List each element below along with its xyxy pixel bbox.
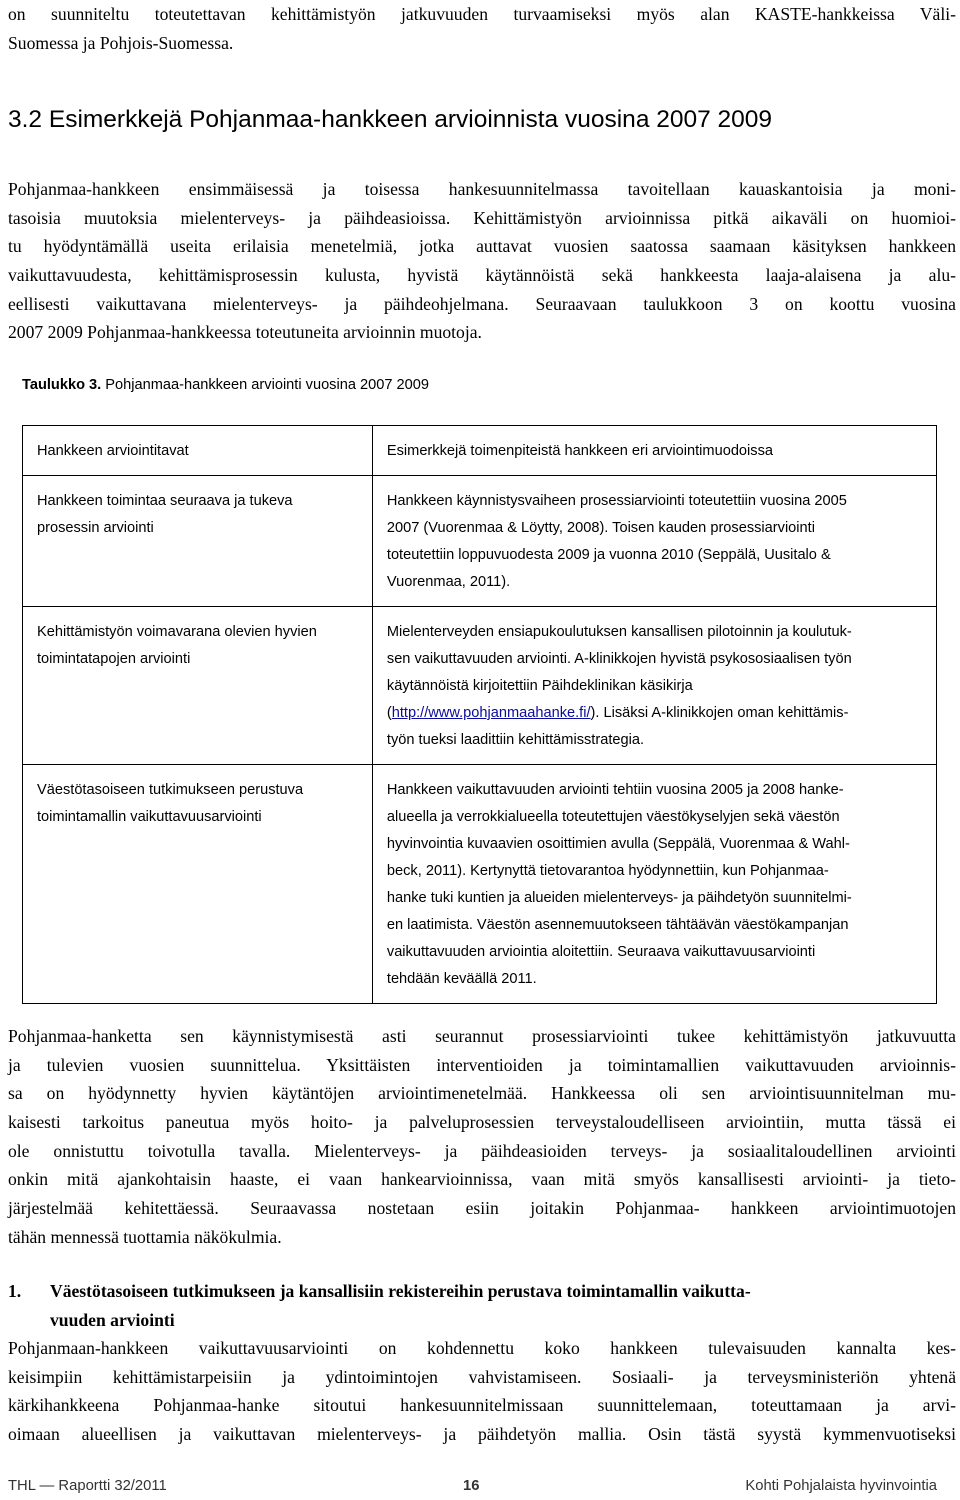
link-suffix: ). Lisäksi A-klinikkojen oman kehittämis- xyxy=(590,705,849,721)
section-heading: 3.2 Esimerkkejä Pohjanmaa-hankkeen arvioinnista vuosina 2007 2009 xyxy=(8,106,773,133)
text-line: ja tulevien vuosien suunnittelua. Yksittäisten interventioiden ja toimintamallien vaikuttavuuden arvioinnis- xyxy=(8,1054,956,1075)
table-row xyxy=(23,765,937,1004)
cell-line: Vuorenmaa, 2011). xyxy=(386,574,511,590)
text-line: kaisesti tarkoitus paneutua myös hoito- ja palveluprosessien terveystaloudelliseen arviointiin, mutta tässä ei xyxy=(8,1112,956,1133)
cell-line: Hankkeen vaikuttavuuden arviointi tehtiin vuosina 2005 ja 2008 hanke- xyxy=(386,782,844,798)
text-line: vuuden arviointi xyxy=(50,1309,175,1330)
text-line: Suomessa ja Pohjois-Suomessa. xyxy=(8,32,234,53)
link-paren-open: ( xyxy=(386,705,392,721)
table-cell xyxy=(23,607,373,765)
footer-publication-title: Kohti Pohjalaista hyvinvointia xyxy=(745,1478,937,1494)
cell-line: prosessin arviointi xyxy=(37,520,154,536)
cell-line: käytännöistä kirjoitettiin Päihdeklinikan käsikirja xyxy=(386,678,693,694)
cell-line: Hankkeen käynnistysvaiheen prosessiarviointi toteutettiin vuosina 2005 xyxy=(386,493,847,509)
cell-line: toimintatapojen arviointi xyxy=(37,651,191,667)
cell-line: alueella ja verrokkialueella toteutettujen väestökyselyjen sekä väestön xyxy=(386,809,840,825)
header-label: Hankkeen arviointitavat xyxy=(37,443,189,459)
table-cell xyxy=(23,476,373,607)
text-line: Pohjanmaa-hankkeen ensimmäisessä ja toisessa hankesuunnitelmassa tavoitellaan kauaskantoisia ja moni- xyxy=(8,179,956,199)
cell-line: toimintamallin vaikuttavuusarviointi xyxy=(37,809,262,825)
text-line: Väestötasoiseen tutkimukseen ja kansallisiin rekistereihin perustava toimintamallin vaikutta- xyxy=(50,1281,751,1301)
evaluation-table xyxy=(22,425,937,1004)
page-number: 16 xyxy=(463,1478,480,1494)
cell-line: toteutettiin loppuvuodesta 2009 ja vuonna 2010 (Seppälä, Uusitalo & xyxy=(386,547,831,563)
cell-line: Mielenterveyden ensiapukoulutuksen kansallisen pilotoinnin ja koulutuk- xyxy=(386,624,852,640)
table-header-row xyxy=(23,426,937,476)
cell-line: hanke tuki kuntien ja alueiden mielenterveys- ja päihdetyön suunnitelmi- xyxy=(386,890,852,906)
text-line: onkin mitä ajankohtaisin haaste, ei vaan hankearvioinnissa, vaan mitä smyös kansallisesti arviointi- ja tieto- xyxy=(8,1169,956,1190)
text-line: eellisesti vaikuttavana mielenterveys- ja päihdeohjelmana. Seuraavaan taulukkoon 3 on koottu vuosina xyxy=(8,293,956,314)
text-line: Pohjanmaa-hanketta sen käynnistymisestä asti seurannut prosessiarviointi tukee kehittämistyön jatkuvuutta xyxy=(8,1026,956,1046)
table-row xyxy=(23,607,937,765)
cell-line: hyvinvointia kuvaavien osoittimien avulla (Seppälä, Vuorenmaa & Wahl- xyxy=(386,836,850,852)
header-label: Esimerkkejä toimenpiteistä hankkeen eri arviointimuodoissa xyxy=(386,443,773,459)
table-caption-label: Taulukko 3. xyxy=(22,377,102,393)
footer-report-id: THL — Raportti 32/2011 xyxy=(8,1478,167,1494)
table-caption xyxy=(22,375,429,395)
cell-line: 2007 (Vuorenmaa & Löytty, 2008). Toisen kauden prosessiarviointi xyxy=(386,520,815,536)
text-line: sa on hyödynnetty hyvien käytäntöjen arviointimenetelmää. Hankkeessa oli sen arviointisuunnitelman mu- xyxy=(8,1083,956,1104)
cell-line: tehdään keväällä 2011. xyxy=(386,971,537,987)
table-header-cell xyxy=(372,426,936,476)
cell-line: Hankkeen toimintaa seuraava ja tukeva xyxy=(37,493,293,509)
text-line: vaikuttavuudesta, kehittämisprosessin kulusta, hyvistä käytännöistä sekä hankkeesta laaja-alaisena ja alu- xyxy=(8,265,956,286)
text-line: keisimpiin kehittämistarpeisiin ja ydintoimintojen vahvistamiseen. Sosiaali- ja terveysministeriön yhtenä xyxy=(8,1366,956,1387)
text-line: ole onnistuttu toivotulla tavalla. Mielenterveys- ja päihdeasioiden terveys- ja sosiaalitaloudellinen arviointi xyxy=(8,1140,956,1161)
text-line: kärkihankkeena Pohjanmaa-hanke sitoutui hankesuunnitelmissaan suunnittelemaan, toteuttamaan ja arvi- xyxy=(8,1395,956,1416)
text-line: tu hyödyntämällä useita erilaisia menetelmiä, jotka auttavat vuosien saatossa saamaan käsityksen hankkeen xyxy=(8,236,956,257)
text-line: on suunniteltu toteutettavan kehittämistyön jatkuvuuden turvaamiseksi myös alan KASTE-hankkeissa Väli- xyxy=(8,4,956,24)
table-caption-text: Pohjanmaa-hankkeen arviointi vuosina 2007 2009 xyxy=(101,377,429,393)
subheading-text xyxy=(50,1277,950,1334)
table-header-cell xyxy=(23,426,373,476)
table-row xyxy=(23,476,937,607)
text-line: tasoisia muutoksia mielenterveys- ja päihdeasioissa. Kehittämistyön arvioinnissa pitkä aikaväli on huomioi- xyxy=(8,207,956,228)
table-cell xyxy=(372,476,936,607)
page-footer xyxy=(0,1476,960,1500)
table-cell xyxy=(372,765,936,1004)
list-number: 1. xyxy=(8,1281,22,1301)
text-line: Pohjanmaan-hankkeen vaikuttavuusarviointi on kohdennettu koko hankkeen tulevaisuuden kannalta kes- xyxy=(8,1338,956,1358)
table-cell xyxy=(372,607,936,765)
cell-line: beck, 2011). Kertynyttä tietovarantoa hyödynnettiin, kun Pohjanmaa- xyxy=(386,863,829,879)
text-line: järjestelmää kehitettäessä. Seuraavassa nostetaan esiin joitakin Pohjanmaa- hankkeen arviointimuotojen xyxy=(8,1198,956,1219)
text-line: oimaan alueellisen ja vaikuttavan mielenterveys- ja päihdetyön mallia. Osin tästä syystä kymmenvuotiseksi xyxy=(8,1424,956,1445)
text-line: 2007 2009 Pohjanmaa-hankkeessa toteutuneita arvioinnin muotoja. xyxy=(8,322,482,343)
body-paragraph-3 xyxy=(8,1334,956,1449)
cell-line: vaikuttavuuden arviointia aloitettiin. Seuraava vaikuttavuusarviointi xyxy=(386,944,816,960)
table-cell xyxy=(23,765,373,1004)
cell-line: työn tueksi laadittiin kehittämisstrategia. xyxy=(386,732,645,748)
cell-line: sen vaikuttavuuden arviointi. A-klinikkojen hyvistä psykososiaalisen työn xyxy=(386,651,852,667)
cell-line: en laatimista. Väestön asennemuutokseen tähtäävän väestökampanjan xyxy=(386,917,849,933)
text-line: tähän mennessä tuottamia näkökulmia. xyxy=(8,1226,282,1247)
intro-paragraph xyxy=(8,0,956,57)
cell-line: Kehittämistyön voimavarana olevien hyvien xyxy=(37,624,317,640)
cell-line: Väestötasoiseen tutkimukseen perustuva xyxy=(37,782,304,798)
cell-line-with-link xyxy=(387,700,922,727)
body-paragraph-1 xyxy=(8,175,956,347)
body-paragraph-2 xyxy=(8,1022,956,1252)
pohjanmaahanke-link[interactable]: http://www.pohjanmaahanke.fi/ xyxy=(391,705,591,721)
